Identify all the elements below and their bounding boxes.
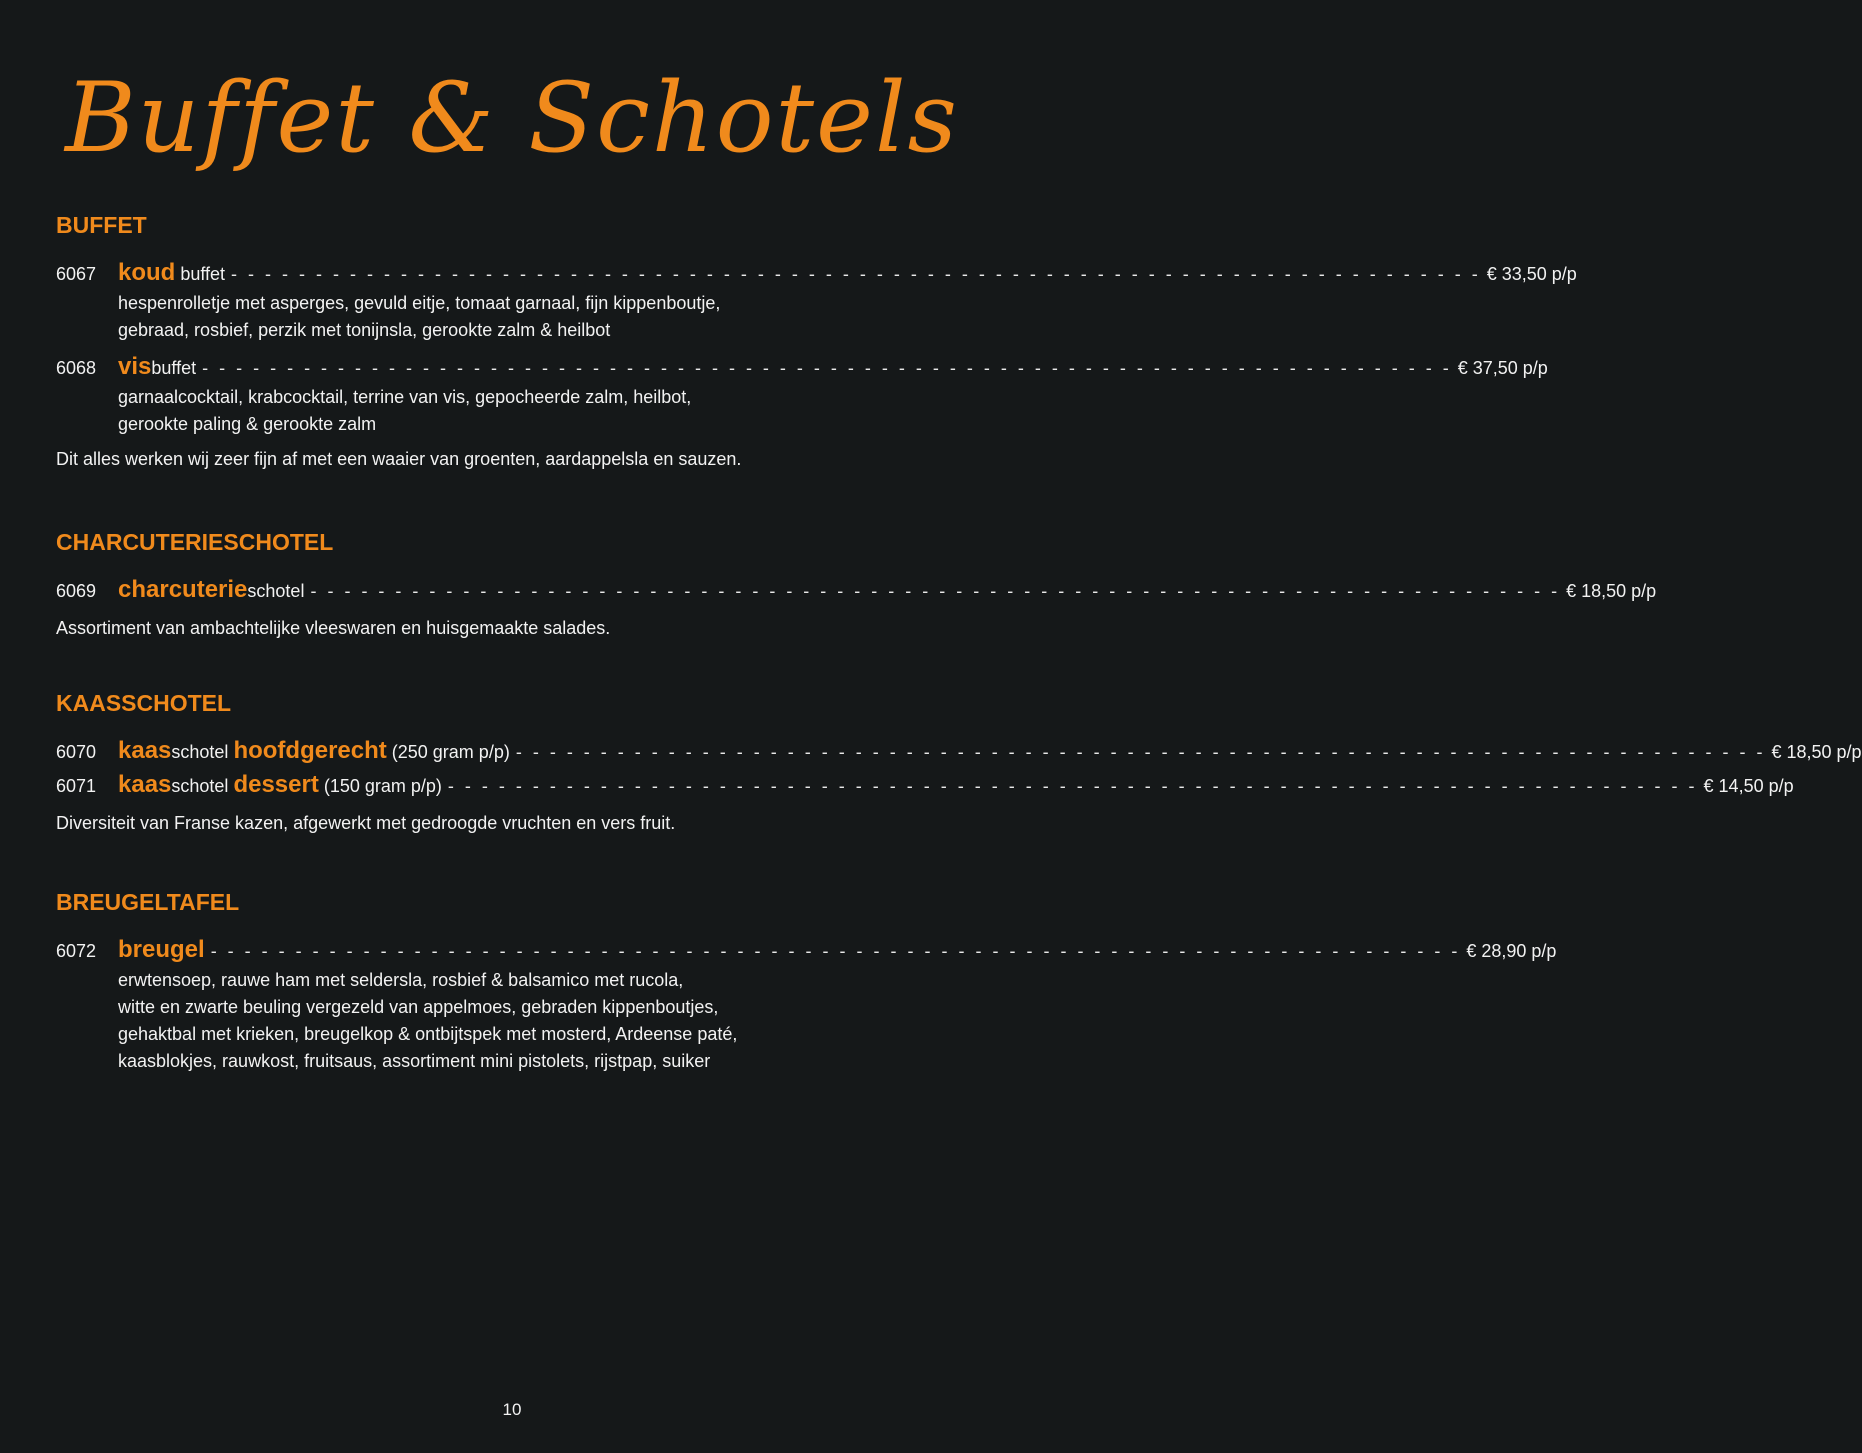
item-code: 6067 bbox=[56, 264, 97, 284]
item-code: 6068 bbox=[56, 358, 97, 378]
section-heading: BUFFET bbox=[56, 212, 147, 238]
menu-item-6069 bbox=[56, 573, 1657, 607]
item-description: hespenrolletje met asperges, gevuld eitje, tomaat garnaal, fijn kippenboutje, gebraad, rosbief, perzik met tonijnsla, gerookte zalm & heilbot bbox=[118, 293, 721, 340]
section-heading: KAASSCHOTEL bbox=[56, 690, 232, 716]
dot-leader: - - - - - - - - - - - - - - - - - - - - - - - - - - - - - - - - - - - - - - - - - - - - - - - - - - - - - - - - - - - - - - - - - - - - - - - - - - bbox=[515, 742, 1766, 762]
menu-item-6070 bbox=[56, 734, 1862, 768]
section-note: Dit alles werken wij zeer fijn af met een waaier van groenten, aardappelsla en sauzen. bbox=[56, 449, 742, 469]
section-note: Diversiteit van Franse kazen, afgewerkt met gedroogde vruchten en vers fruit. bbox=[56, 813, 676, 833]
section-heading: CHARCUTERIESCHOTEL bbox=[56, 529, 334, 555]
section-kaas bbox=[56, 688, 1862, 837]
item-price: € 14,50 p/p bbox=[1703, 776, 1794, 796]
item-name: breugel bbox=[118, 936, 205, 963]
section-note: Assortiment van ambachtelijke vleeswaren en huisgemaakte salades. bbox=[56, 618, 611, 638]
dot-leader: - - - - - - - - - - - - - - - - - - - - - - - - - - - - - - - - - - - - - - - - - - - - - - - - - - - - - - - - - - - - - - - - - - - - - - - - - - bbox=[210, 941, 1461, 961]
section-heading: BREUGELTAFEL bbox=[56, 889, 240, 915]
item-name: kaasschotel dessert (150 gram p/p) bbox=[118, 771, 442, 798]
item-name: charcuterieschotel bbox=[118, 576, 305, 603]
item-name: visbuffet bbox=[118, 353, 197, 380]
dot-leader: - - - - - - - - - - - - - - - - - - - - - - - - - - - - - - - - - - - - - - - - - - - - - - - - - - - - - - - - - - - - - - - - - - - - - - - - - - bbox=[310, 581, 1561, 601]
dot-leader: - - - - - - - - - - - - - - - - - - - - - - - - - - - - - - - - - - - - - - - - - - - - - - - - - - - - - - - - - - - - - - - - - - - - - - - - - - bbox=[231, 264, 1481, 284]
dot-leader: - - - - - - - - - - - - - - - - - - - - - - - - - - - - - - - - - - - - - - - - - - - - - - - - - - - - - - - - - - - - - - - - - - - - - - - - - - bbox=[447, 776, 1698, 796]
item-code: 6071 bbox=[56, 776, 97, 796]
menu-item-6067 bbox=[56, 256, 1577, 344]
menu-item-6072 bbox=[56, 933, 1557, 1075]
item-name: kaasschotel hoofdgerecht (250 gram p/p) bbox=[118, 737, 510, 764]
item-price: € 18,50 p/p bbox=[1566, 581, 1657, 601]
item-code: 6072 bbox=[56, 941, 97, 961]
page-number: 10 bbox=[502, 1400, 522, 1419]
item-code: 6069 bbox=[56, 581, 97, 601]
item-price: € 28,90 p/p bbox=[1466, 941, 1557, 961]
item-description: erwtensoep, rauwe ham met seldersla, rosbief & balsamico met rucola, witte en zwarte beuling vergezeld van appelmoes, gebraden kippenboutjes, gehaktbal met krieken, breugelkop & ontbijtspek met mosterd, Ardeense paté, kaasblokjes, rauwkost, fruitsaus, assortiment mini pistolets, rijstpap, suiker bbox=[118, 970, 738, 1071]
menu-item-6068 bbox=[56, 350, 1548, 438]
page-title: Buffet & Schotels bbox=[65, 62, 959, 174]
section-charcuterie bbox=[56, 527, 1657, 642]
item-code: 6070 bbox=[56, 742, 97, 762]
item-price: € 37,50 p/p bbox=[1457, 358, 1548, 378]
item-description: garnaalcocktail, krabcocktail, terrine van vis, gepocheerde zalm, heilbot, gerookte paling & gerookte zalm bbox=[118, 387, 692, 434]
section-breugel bbox=[56, 887, 1557, 1075]
item-price: € 18,50 p/p bbox=[1771, 742, 1862, 762]
item-name: koud buffet bbox=[118, 259, 226, 286]
dot-leader: - - - - - - - - - - - - - - - - - - - - - - - - - - - - - - - - - - - - - - - - - - - - - - - - - - - - - - - - - - - - - - - - - - - - - - - - - - bbox=[202, 358, 1452, 378]
item-price: € 33,50 p/p bbox=[1486, 264, 1577, 284]
menu-item-6071 bbox=[56, 768, 1794, 802]
section-buffet bbox=[56, 210, 1577, 473]
